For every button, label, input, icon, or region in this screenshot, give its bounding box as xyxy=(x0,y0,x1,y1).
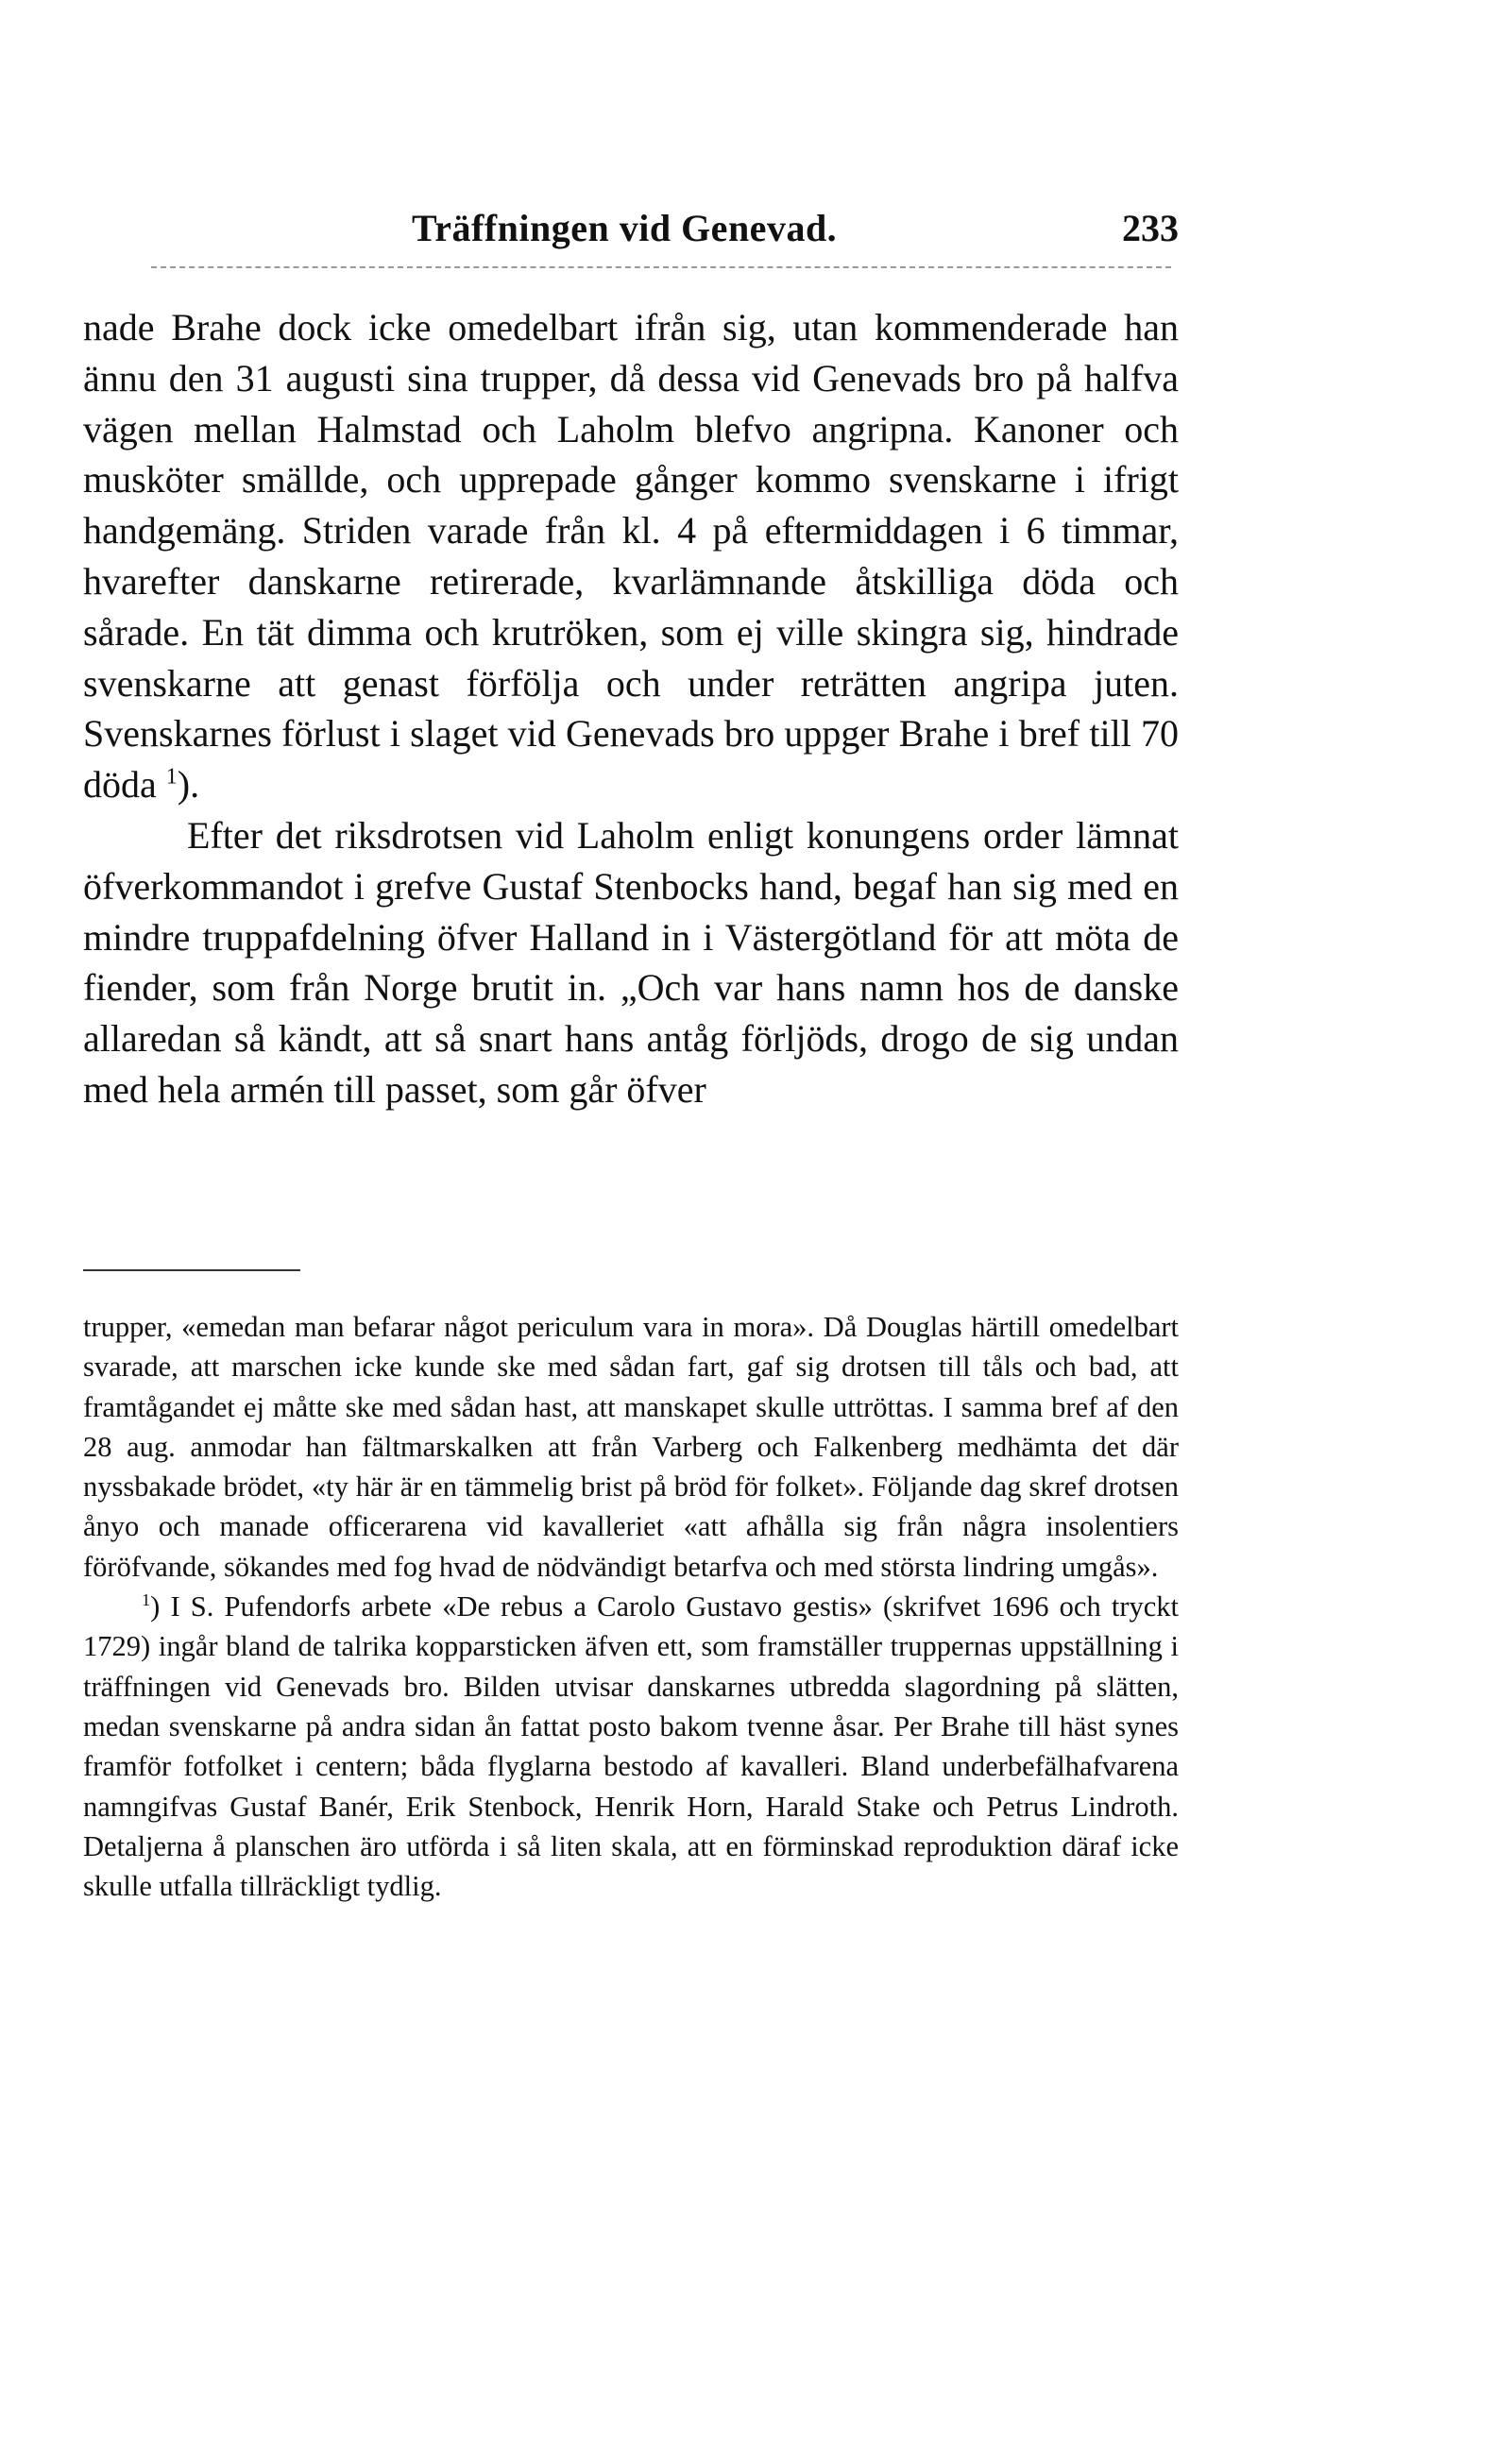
header-rule xyxy=(151,266,1171,268)
footnote-1 xyxy=(83,1587,1179,1906)
footnote-1-marker: 1 xyxy=(142,1589,151,1609)
running-title: Träffningen vid Genevad. xyxy=(412,207,838,249)
footnotes xyxy=(83,1307,1179,1906)
footnote-rule xyxy=(83,1269,300,1271)
paragraph-2: Efter det riksdrotsen vid Laholm enligt konungens order lämnat öfverkommandot i grefve Gustaf Stenbocks hand, begaf han sig med en mindre truppafdelning öfver Halland in i Västergötland för att möta de fiender, som från Norge brutit in. „Och var hans namn hos de danske allaredan så kändt, att så snart hans antåg förljöds, drogo de sig undan med hela armén till passet, som går öfver xyxy=(83,813,1179,1111)
paragraph-1 xyxy=(83,302,1179,810)
page-number: 233 xyxy=(1122,207,1179,249)
footnote-continued: trupper, «emedan man befarar något periculum vara in mora». Då Douglas härtill omedelbart svarade, att marschen icke kunde ske med sådan fart, gaf sig drotsen till tåls och bad, att framtågandet ej måtte ske med sådan hast, att manskapet skulle uttröttas. I samma bref af den 28 aug. anmodar han fältmarskalken att från Varberg och Falkenberg medhämta det där nyssbakade brödet, «ty här är en tämmelig brist på bröd för folket». Följande dag skref drotsen ånyo och manade officerarena vid kavalleriet «att afhålla sig från några insolentiers föröfvande, sökandes med fog hvad de nödvändigt betarfva och med största lindring umgås». xyxy=(83,1311,1179,1583)
footnote-1-text: ) I S. Pufendorfs arbete «De rebus a Carolo Gustavo gestis» (skrifvet 1696 och tryckt 1729) ingår bland de talrika kopparsticken äfven ett, som framställer truppernas uppställning i träffningen vid Genevads bro. Bilden utvisar danskarnes utbredda slagordning på slätten, medan svenskarne på andra sidan ån fattat posto bakom tvenne åsar. Per Brahe till häst synes framför fotfolket i centern; båda flyglarna bestodo af kavalleri. Bland underbefälhafvarena namngifvas Gustaf Banér, Erik Stenbock, Henrik Horn, Harald Stake och Petrus Lindroth. Detaljerna å planschen äro utförda i så liten skala, att en förminskad reproduktion däraf icke skulle utfalla tillräckligt tydlig. xyxy=(83,1590,1179,1903)
paragraph-1-end: ). xyxy=(177,763,200,807)
main-text xyxy=(83,302,1179,1115)
footnote-ref-1: 1 xyxy=(165,764,178,790)
running-head xyxy=(83,206,1179,253)
paragraph-1-text: nade Brahe dock icke omedelbart ifrån sig, utan kommenderade han ännu den 31 augusti sina trupper, då dessa vid Genevads bro på halfva vägen mellan Halmstad och Laholm blefvo angripna. Kanoner och musköter smällde, och upprepade gånger kommo svenskarne i ifrigt handgemäng. Striden varade från kl. 4 på eftermiddagen i 6 timmar, hvarefter danskarne retirerade, kvarlämnande åtskilliga döda och sårade. En tät dimma och krutröken, som ej ville skingra sig, hindrade svenskarne att genast förfölja och under reträtten angripa juten. Svenskarnes förlust i slaget vid Genevads bro uppger Brahe i bref till 70 döda xyxy=(83,306,1179,807)
